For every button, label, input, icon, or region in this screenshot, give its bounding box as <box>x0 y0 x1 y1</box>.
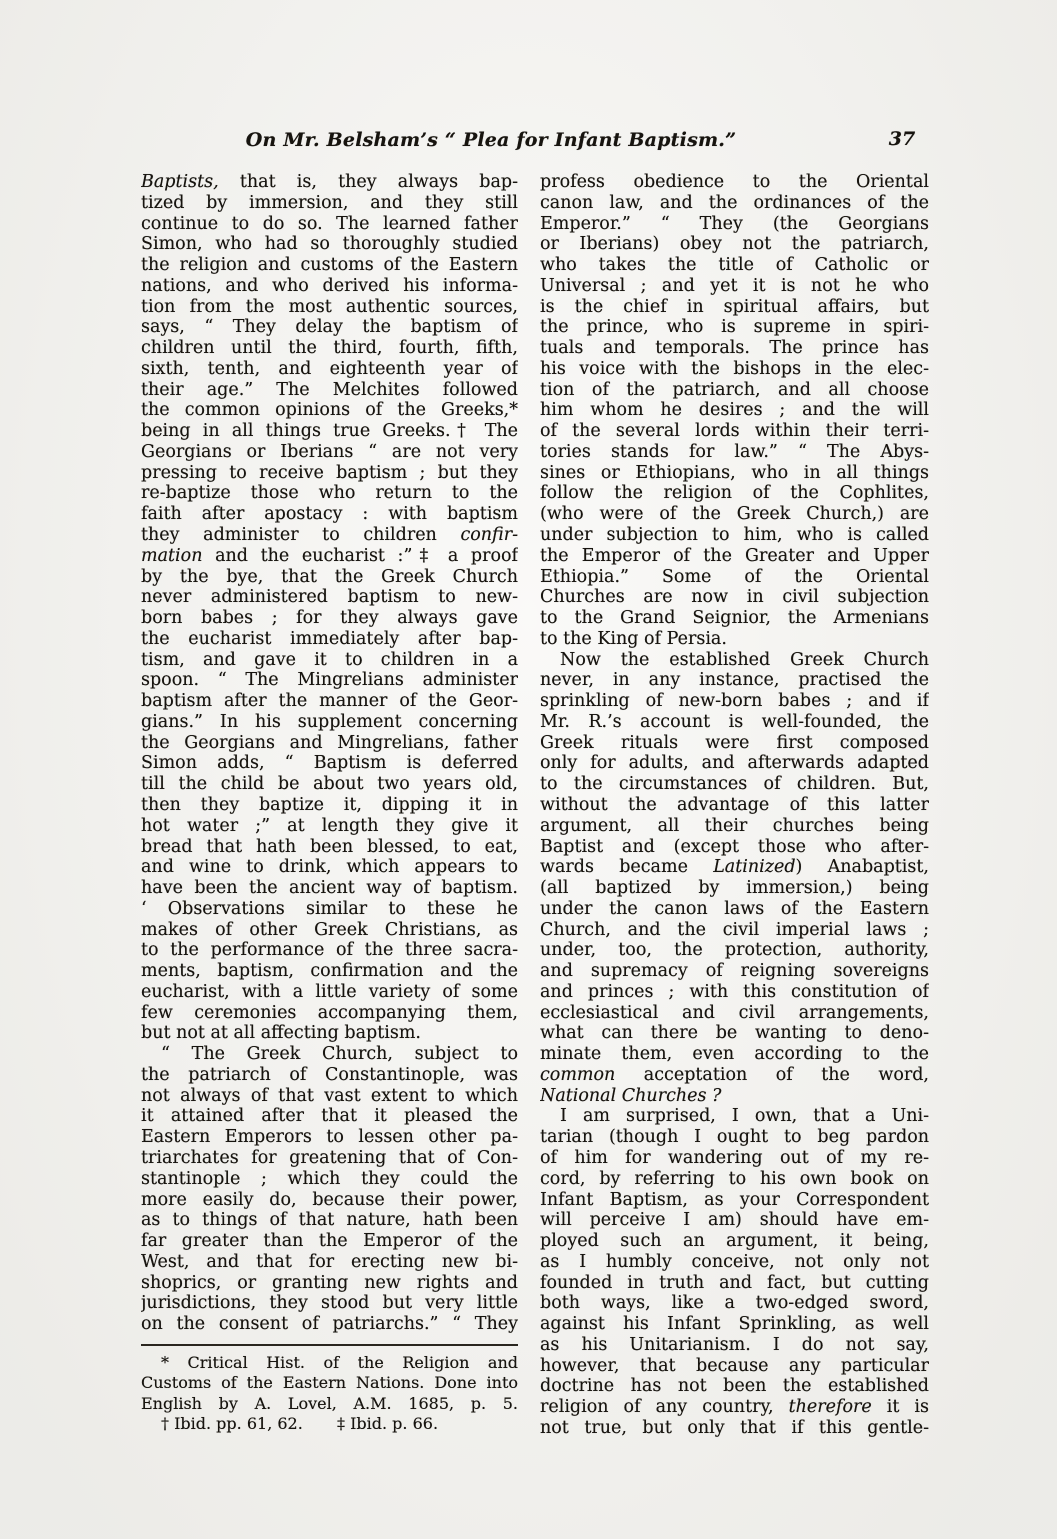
text-segment: him whom he desires ; and the will <box>540 400 929 421</box>
text-line <box>540 733 929 754</box>
text-line <box>540 837 929 858</box>
text-segment: ‘ <box>141 898 168 919</box>
text-line <box>540 982 929 1003</box>
text-line <box>141 1373 518 1393</box>
italic-text-segment: common <box>540 1064 616 1085</box>
text-segment: and princes ; with this constitution of <box>540 981 929 1002</box>
text-line <box>540 940 929 961</box>
text-line <box>141 380 518 401</box>
text-segment: and the eucharist :”‡ a proof <box>202 545 518 566</box>
text-line <box>540 1231 929 1252</box>
text-segment: “ The Greek Church, subject to <box>161 1044 518 1065</box>
text-line <box>540 1293 929 1314</box>
text-line <box>540 816 929 837</box>
text-line <box>540 193 929 214</box>
text-line <box>141 214 518 235</box>
text-segment: the religion and customs of the Eastern <box>141 255 518 276</box>
text-line <box>540 1003 929 1024</box>
italic-text-segment: confir- <box>460 525 518 546</box>
text-segment: being in all things true Greeks.† The <box>141 421 518 442</box>
text-line <box>540 442 929 463</box>
text-line <box>141 1293 518 1314</box>
italic-text-segment: therefore <box>788 1397 872 1418</box>
text-segment: his voice with the bishops in the elec- <box>540 358 929 379</box>
text-line <box>540 1148 929 1169</box>
text-line <box>540 338 929 359</box>
italic-text-segment: Latinized <box>713 857 796 878</box>
text-segment: and supremacy of reigning sovereigns <box>540 961 929 982</box>
text-line <box>540 421 929 442</box>
text-line <box>141 1065 518 1086</box>
text-segment: the prince, who is supreme in spiri- <box>540 317 929 338</box>
text-line <box>540 525 929 546</box>
text-segment: hot water ;” at length they give it <box>141 815 518 836</box>
text-segment: ployed such an argument, it being, <box>540 1231 929 1252</box>
text-line <box>540 504 929 525</box>
text-segment: * Critical Hist. of the Religion and <box>161 1352 518 1372</box>
text-line <box>540 1397 929 1418</box>
text-line <box>141 483 518 504</box>
text-line <box>141 733 518 754</box>
text-segment: sprinkling of new-born babes ; and if <box>540 691 929 712</box>
text-segment: under the canon laws of the Eastern <box>540 898 929 919</box>
text-segment: founded in truth and fact, but cutting <box>540 1272 929 1293</box>
text-line <box>540 1086 929 1107</box>
text-line <box>141 940 518 961</box>
text-line <box>141 359 518 380</box>
text-line <box>141 691 518 712</box>
text-line <box>141 463 518 484</box>
text-segment: as I humbly conceive, not only not <box>540 1251 929 1272</box>
text-segment: continue to do so. The learned father <box>141 213 518 234</box>
text-segment: shoprics, or granting new rights and <box>141 1272 518 1293</box>
text-segment: is the chief in spiritual affairs, but <box>540 296 929 317</box>
text-line <box>540 1106 929 1127</box>
text-segment: triarchates for greatening that of Con- <box>141 1147 518 1168</box>
text-segment: to the performance of the three sacra- <box>141 940 518 961</box>
text-segment: (all baptized by immersion,) being <box>540 878 929 899</box>
text-segment: what can there be wanting to deno- <box>540 1023 929 1044</box>
page-number: 37 <box>888 128 916 150</box>
text-line <box>141 816 518 837</box>
text-line <box>141 1003 518 1024</box>
text-segment: Georgians or Iberians “ are not very <box>141 441 518 462</box>
text-segment: minate them, even according to the <box>540 1044 929 1065</box>
text-segment: or Iberians) obey not the patriarch, <box>540 234 929 255</box>
text-line <box>141 961 518 982</box>
text-segment: the Emperor of the Greater and Upper <box>540 545 929 566</box>
text-line <box>540 650 929 671</box>
text-segment: as to things of that nature, hath been <box>141 1210 518 1231</box>
text-line <box>141 338 518 359</box>
text-line <box>141 255 518 276</box>
text-segment: ments, baptism, confirmation and the <box>141 961 518 982</box>
text-segment: without the advantage of this latter <box>540 794 929 815</box>
text-segment: canon law, and the ordinances of the <box>540 192 929 213</box>
text-line <box>540 1273 929 1294</box>
text-line <box>540 899 929 920</box>
text-line <box>141 567 518 588</box>
text-line <box>141 297 518 318</box>
text-segment: tories stands for law.” “ The Abys- <box>540 441 929 462</box>
left-column <box>141 172 518 1439</box>
text-line <box>141 712 518 733</box>
text-segment: says, “ They delay the baptism of <box>141 317 518 338</box>
text-segment: baptism after the manner of the Geor- <box>141 691 518 712</box>
text-line <box>540 961 929 982</box>
text-segment: it is <box>871 1397 929 1418</box>
text-line <box>141 421 518 442</box>
text-line <box>540 1044 929 1065</box>
text-segment: Observations similar to these he <box>167 898 518 919</box>
text-line <box>141 1353 518 1373</box>
text-segment: till the child be about two years old, <box>141 774 518 795</box>
text-line <box>141 1086 518 1107</box>
text-line <box>540 1376 929 1397</box>
text-segment: sines or Ethiopians, who in all things <box>540 462 929 483</box>
text-segment: as his Unitarianism. I do not say, <box>540 1334 929 1355</box>
text-line <box>540 567 929 588</box>
text-line <box>540 1252 929 1273</box>
text-line <box>540 1169 929 1190</box>
text-line <box>540 587 929 608</box>
text-segment: never administered baptism to new- <box>141 587 518 608</box>
text-segment: tism, and gave it to children in a <box>141 649 518 670</box>
text-segment: the common opinions of the Greeks,* <box>141 400 518 421</box>
text-line <box>540 359 929 380</box>
text-line <box>141 587 518 608</box>
text-line <box>540 276 929 297</box>
text-segment: Mr. R.’s account is well-founded, the <box>540 711 929 732</box>
text-columns <box>141 172 929 1439</box>
text-line <box>540 546 929 567</box>
text-line <box>141 1414 518 1434</box>
text-line <box>540 483 929 504</box>
footnote-text <box>141 1353 518 1435</box>
text-segment: both ways, like a two-edged sword, <box>540 1293 929 1314</box>
text-line <box>141 1106 518 1127</box>
text-segment: Infant Baptism, as your Correspondent <box>540 1189 929 1210</box>
text-line <box>141 1127 518 1148</box>
text-line <box>141 442 518 463</box>
text-line <box>540 920 929 941</box>
text-line <box>141 546 518 567</box>
text-line <box>540 400 929 421</box>
text-line <box>540 1314 929 1335</box>
text-segment: Church, and the civil imperial laws ; <box>540 919 929 940</box>
text-segment: on the consent of patriarchs.” “ They <box>141 1314 518 1335</box>
text-segment: then they baptize it, dipping it in <box>141 794 518 815</box>
text-line <box>540 463 929 484</box>
running-header-title: On Mr. Belsham’s “ Plea for Infant Baptism.” <box>245 129 737 151</box>
text-segment: faith after apostacy : with baptism <box>141 504 518 525</box>
text-line <box>141 1252 518 1273</box>
text-line <box>141 1169 518 1190</box>
text-segment: nations, and who derived his informa- <box>141 275 518 296</box>
text-segment: follow the religion of the Cophlites, <box>540 483 929 504</box>
text-segment: never, in any instance, practised the <box>540 670 929 691</box>
text-segment: † Ibid. pp. 61, 62. ‡ Ibid. p. 66. <box>161 1414 439 1434</box>
text-segment: far greater than the Emperor of the <box>141 1231 518 1252</box>
text-segment: to the Grand Seignior, the Armenians <box>540 608 929 629</box>
text-line <box>141 525 518 546</box>
text-line <box>141 1314 518 1335</box>
text-segment: Emperor.” “ They (the Georgians <box>540 213 929 234</box>
text-segment: under, too, the protection, authority, <box>540 940 929 961</box>
text-line <box>141 400 518 421</box>
text-segment: doctrine has not been the established <box>540 1376 929 1397</box>
italic-text-segment: mation <box>141 545 203 566</box>
text-segment: spoon. “ The Mingrelians administer <box>141 670 518 691</box>
text-segment: re-baptize those who return to the <box>141 483 518 504</box>
text-segment: (who were of the Greek Church,) are <box>540 504 929 525</box>
text-line <box>540 795 929 816</box>
text-segment: of him for wandering out of my re- <box>540 1147 929 1168</box>
text-line <box>141 1394 518 1414</box>
text-line <box>141 650 518 671</box>
text-segment: I am surprised, I own, that a Uni- <box>560 1106 929 1127</box>
text-segment: have been the ancient way of baptism. <box>141 878 518 899</box>
text-segment: only for adults, and afterwards adapted <box>540 753 929 774</box>
text-line <box>141 1273 518 1294</box>
text-segment: bread that hath been blessed, to eat, <box>141 836 518 857</box>
text-segment: Now the established Greek Church <box>560 649 929 670</box>
footnote-block <box>141 1344 518 1435</box>
text-segment: Simon, who had so thoroughly studied <box>141 234 518 255</box>
text-line <box>141 629 518 650</box>
text-line <box>141 837 518 858</box>
text-line <box>540 1418 929 1439</box>
text-segment: not always of that vast extent to which <box>141 1085 518 1106</box>
text-segment: cord, by referring to his own book on <box>540 1168 929 1189</box>
right-column-text <box>540 172 929 1439</box>
text-line <box>540 1023 929 1044</box>
text-segment: who takes the title of Catholic or <box>540 255 929 276</box>
text-segment: not true, but only that if this gentle- <box>540 1417 929 1438</box>
text-segment: sixth, tenth, and eighteenth year of <box>141 358 518 379</box>
text-segment: tarian (though I ought to beg pardon <box>540 1127 929 1148</box>
text-line <box>141 982 518 1003</box>
text-segment: acceptation of the word, <box>615 1064 929 1085</box>
text-line <box>540 753 929 774</box>
text-segment: religion of any country, <box>540 1397 789 1418</box>
text-line <box>141 1210 518 1231</box>
text-line <box>540 234 929 255</box>
text-segment: Greek rituals were first composed <box>540 732 929 753</box>
text-segment: by the bye, that the Greek Church <box>141 566 518 587</box>
text-segment: tuals and temporals. The prince has <box>540 338 929 359</box>
text-line <box>540 878 929 899</box>
text-line <box>141 920 518 941</box>
text-segment: Eastern Emperors to lessen other pa- <box>141 1127 518 1148</box>
text-segment: they administer to children <box>141 525 461 546</box>
text-segment: gians.” In his supplement concerning <box>141 711 518 732</box>
text-line <box>540 255 929 276</box>
text-line <box>540 172 929 193</box>
text-segment: the patriarch of Constantinople, was <box>141 1064 518 1085</box>
text-segment: jurisdictions, they stood but very little <box>141 1293 518 1314</box>
text-segment: under subjection to him, who is called <box>540 525 929 546</box>
text-segment: English by A. Lovel, A.M. 1685, p. 5. <box>141 1393 518 1413</box>
text-segment: it attained after that it pleased the <box>141 1106 518 1127</box>
italic-text-segment: National Churches ? <box>540 1085 722 1106</box>
text-segment: argument, all their churches being <box>540 815 929 836</box>
text-line <box>141 1044 518 1065</box>
text-segment: ) Anabaptist, <box>795 857 929 878</box>
text-segment: tion of the patriarch, and all choose <box>540 379 929 400</box>
text-segment: of the several lords within their terri- <box>540 421 929 442</box>
text-line <box>540 1335 929 1356</box>
text-segment: that is, they always bap- <box>218 172 518 192</box>
text-segment: stantinople ; which they could the <box>141 1168 518 1189</box>
text-segment: West, and that for erecting new bi- <box>141 1251 518 1272</box>
text-segment: pressing to receive baptism ; but they <box>141 462 518 483</box>
text-segment: makes of other Greek Christians, as <box>141 919 518 940</box>
text-line <box>540 1210 929 1231</box>
text-line <box>141 878 518 899</box>
text-line <box>141 1190 518 1211</box>
text-segment: however, that because any particular <box>540 1355 929 1376</box>
text-segment: few ceremonies accompanying them, <box>141 1002 518 1023</box>
text-segment: and wine to drink, which appears to <box>141 857 518 878</box>
text-segment: Baptist and (except those who after- <box>540 836 929 857</box>
text-segment: Customs of the Eastern Nations. Done into <box>141 1373 518 1393</box>
text-line <box>540 1356 929 1377</box>
text-segment: their age.” The Melchites followed <box>141 379 518 400</box>
text-segment: Churches are now in civil subjection <box>540 587 929 608</box>
text-line <box>540 1127 929 1148</box>
text-line <box>540 608 929 629</box>
text-line <box>141 193 518 214</box>
text-line <box>141 753 518 774</box>
text-segment: Simon adds, “ Baptism is deferred <box>141 753 518 774</box>
text-line <box>540 317 929 338</box>
right-column <box>540 172 929 1439</box>
text-segment: born babes ; for they always gave <box>141 608 518 629</box>
text-line <box>141 774 518 795</box>
text-line <box>540 670 929 691</box>
text-segment: against his Infant Sprinkling, as well <box>540 1314 929 1335</box>
text-line <box>141 670 518 691</box>
text-line <box>540 1065 929 1086</box>
text-line <box>141 1231 518 1252</box>
text-segment: Ethiopia.” Some of the Oriental <box>540 566 929 587</box>
text-line <box>141 857 518 878</box>
text-segment: to the King of Persia. <box>540 628 727 649</box>
text-line <box>141 608 518 629</box>
text-line <box>540 712 929 733</box>
text-line <box>141 276 518 297</box>
left-column-text <box>141 172 518 1335</box>
text-line <box>540 214 929 235</box>
text-line <box>141 1148 518 1169</box>
text-segment: tized by immersion, and they still <box>141 192 518 213</box>
text-line <box>540 297 929 318</box>
text-line <box>540 1190 929 1211</box>
text-line <box>540 691 929 712</box>
text-segment: ecclesiastical and civil arrangements, <box>540 1002 929 1023</box>
text-line <box>141 899 518 920</box>
text-segment: tion from the most authentic sources, <box>141 296 518 317</box>
text-line <box>141 504 518 525</box>
text-line <box>540 380 929 401</box>
text-segment: wards became <box>540 857 714 878</box>
text-line <box>141 317 518 338</box>
text-segment: the Georgians and Mingrelians, father <box>141 732 518 753</box>
text-line <box>141 172 518 193</box>
text-segment: but not at all affecting baptism. <box>141 1023 421 1044</box>
text-line <box>141 1023 518 1044</box>
text-line <box>540 857 929 878</box>
text-segment: Universal ; and yet it is not he who <box>540 275 929 296</box>
text-line <box>540 629 929 650</box>
text-segment: profess obedience to the Oriental <box>540 172 929 192</box>
text-segment: children until the third, fourth, fifth, <box>141 338 518 359</box>
text-segment: to the circumstances of children. But, <box>540 774 929 795</box>
text-segment: will perceive I am) should have em- <box>540 1210 929 1231</box>
text-line <box>141 234 518 255</box>
text-line <box>141 795 518 816</box>
text-segment: more easily do, because their power, <box>141 1189 518 1210</box>
italic-text-segment: Baptists, <box>141 172 219 192</box>
text-segment: the eucharist immediately after bap- <box>141 628 518 649</box>
text-segment: eucharist, with a little variety of some <box>141 981 518 1002</box>
text-line <box>540 774 929 795</box>
